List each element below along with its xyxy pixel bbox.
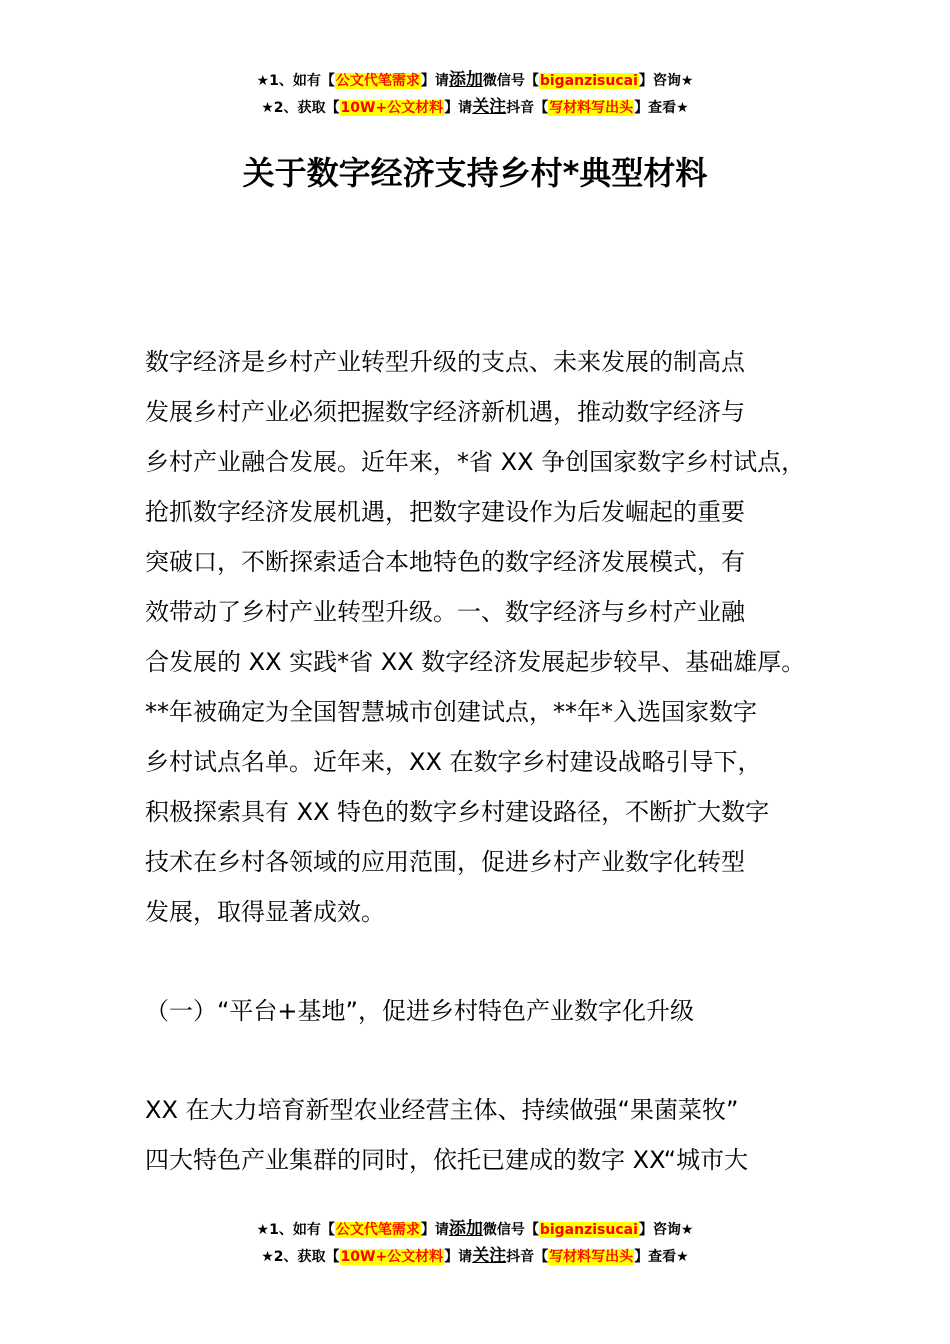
promo-emphasis: 关注 bbox=[472, 1246, 507, 1266]
text-line: 发展，取得显著成效。 bbox=[145, 898, 385, 926]
text-line: 技术在乡村各领域的应用范围，促进乡村产业数字化转型 bbox=[145, 848, 745, 876]
douyin-account: 写材料写出头 bbox=[549, 100, 634, 116]
text-line: XX 在大力培育新型农业经营主体、持续做强“果菌菜牧” bbox=[145, 1096, 739, 1124]
promo-text: 抖音【 bbox=[506, 100, 549, 116]
promo-text: 】请 bbox=[444, 1249, 473, 1265]
text-line: **年被确定为全国智慧城市创建试点，**年*入选国家数字 bbox=[145, 698, 757, 726]
text-line: 抢抓数字经济发展机遇，把数字建设作为后发崛起的重要 bbox=[145, 498, 745, 526]
heading-text: （一）“平台+基地”，促进乡村特色产业数字化升级 bbox=[145, 997, 694, 1025]
promo-text: 】请 bbox=[420, 1222, 449, 1238]
promo-text: 抖音【 bbox=[506, 1249, 549, 1265]
promo-highlight: 10W+公文材料 bbox=[340, 1249, 444, 1265]
text-line: 四大特色产业集群的同时，依托已建成的数字 XX“城市大 bbox=[145, 1146, 749, 1174]
text-line: 效带动了乡村产业转型升级。一、数字经济与乡村产业融 bbox=[145, 598, 745, 626]
promo-text: 微信号【 bbox=[482, 73, 539, 89]
promo-text: 微信号【 bbox=[482, 1222, 539, 1238]
promo-text: 】查看★ bbox=[634, 100, 689, 116]
text-line: 发展乡村产业必须把握数字经济新机遇，推动数字经济与 bbox=[145, 398, 745, 426]
promo-banner-top bbox=[0, 67, 950, 121]
promo-text: 】咨询★ bbox=[638, 1222, 694, 1238]
promo-highlight: 公文代笔需求 bbox=[335, 1222, 420, 1238]
section-heading bbox=[145, 986, 835, 1036]
promo-text: ★1、如有【 bbox=[256, 1222, 335, 1238]
promo-text: 】请 bbox=[420, 73, 449, 89]
promo-emphasis: 添加 bbox=[448, 1219, 483, 1239]
text-line: 乡村试点名单。近年来，XX 在数字乡村建设战略引导下， bbox=[145, 748, 762, 776]
promo-highlight: 公文代笔需求 bbox=[335, 73, 420, 89]
text-line: 积极探索具有 XX 特色的数字乡村建设路径，不断扩大数字 bbox=[145, 798, 770, 826]
douyin-account: 写材料写出头 bbox=[549, 1249, 634, 1265]
wechat-id: biganzisucai bbox=[539, 73, 638, 89]
text-line: 数字经济是乡村产业转型升级的支点、未来发展的制高点 bbox=[145, 348, 745, 376]
promo-line-1 bbox=[0, 1216, 950, 1243]
promo-text: ★2、获取【 bbox=[261, 1249, 340, 1265]
body-paragraph-1 bbox=[145, 337, 835, 937]
promo-line-2 bbox=[0, 94, 950, 121]
promo-text: 】请 bbox=[444, 100, 473, 116]
promo-line-1 bbox=[0, 67, 950, 94]
text-line: 突破口，不断探索适合本地特色的数字经济发展模式，有 bbox=[145, 548, 745, 576]
promo-emphasis: 添加 bbox=[448, 70, 483, 90]
promo-highlight: 10W+公文材料 bbox=[340, 100, 444, 116]
text-line: 合发展的 XX 实践*省 XX 数字经济发展起步较早、基础雄厚。 bbox=[145, 648, 806, 676]
text-line: 乡村产业融合发展。近年来，*省 XX 争创国家数字乡村试点， bbox=[145, 448, 806, 476]
body-paragraph-2 bbox=[145, 1085, 835, 1185]
document-title: 关于数字经济支持乡村*典型材料 bbox=[242, 154, 708, 192]
promo-text: ★2、获取【 bbox=[261, 100, 340, 116]
promo-text: ★1、如有【 bbox=[256, 73, 335, 89]
wechat-id: biganzisucai bbox=[539, 1222, 638, 1238]
promo-emphasis: 关注 bbox=[472, 97, 507, 117]
promo-banner-bottom bbox=[0, 1216, 950, 1270]
promo-line-2 bbox=[0, 1243, 950, 1270]
promo-text: 】咨询★ bbox=[638, 73, 694, 89]
promo-text: 】查看★ bbox=[634, 1249, 689, 1265]
